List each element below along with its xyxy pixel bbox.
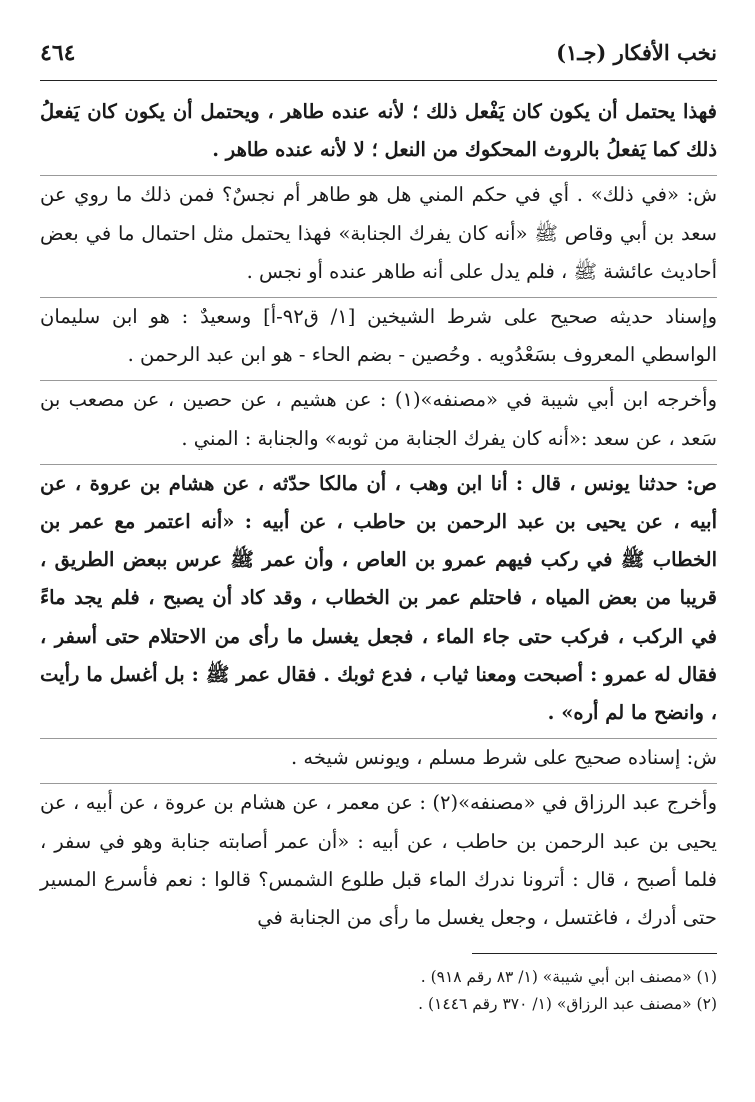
page-number: ٤٦٤ — [40, 40, 76, 66]
main-text — [40, 93, 717, 937]
footnote-rule — [472, 953, 717, 954]
paragraph: وأخرج عبد الرزاق في «مصنفه»(٢) : عن معمر ، عن هشام بن عروة ، عن أبيه ، عن يحيى بن عبد الرحمن بن حاطب ، عن أبيه : «أن عمر أصابته جنابة وهو في سفر ، فلما أصبح ، قال : أترونا ندرك الماء قبل طلوع الشمس؟ قالوا : نعم فأسرع المسير حتى أدرك ، فاغتسل ، وجعل يغسل ما رأى من الجنابة في — [40, 783, 717, 937]
paragraph: فهذا يحتمل أن يكون كان يَفْعل ذلك ؛ لأنه عنده طاهر ، ويحتمل أن يكون كان يَفعلُ ذلك كما يَفعلُ بالروث المحكوك من النعل ؛ لا لأنه عنده طاهر . — [40, 100, 717, 162]
paragraph: ص: حدثنا يونس ، قال : أنا ابن وهب ، أن مالكا حدّثه ، عن هشام بن عروة ، عن أبيه ، عن يحيى بن عبد الرحمن بن حاطب ، عن أبيه : «أنه اعتمر مع عمر بن الخطاب ﷺ في ركب فيهم عمرو بن العاص ، وأن عمر ﷺ عرس ببعض الطريق ، قريبا من بعض المياه ، فاحتلم عمر بن الخطاب ، وقد كاد أن يصبح ، فلم يجد ماءً في الركب ، فركب حتى جاء الماء ، فجعل يغسل ما رأى من الاحتلام حتى أسفر ، فقال له عمرو : أصبحت ومعنا ثياب ، فدع ثوبك . فقال عمر ﷺ : بل أغسل ما رأيت ، وانضح ما لم أره» . — [40, 464, 717, 732]
paragraph: وأخرجه ابن أبي شيبة في «مصنفه»(١) : عن هشيم ، عن حصين ، عن مصعب بن سَعد ، عن سعد :«أنه كان يفرك الجنابة من ثوبه» والجنابة : المني . — [40, 380, 717, 457]
paragraph: ش: «في ذلك» . أي في حكم المني هل هو طاهر أم نجسٌ؟ فمن ذلك ما روي عن سعد بن أبي وقاص ﷺ «أنه كان يفرك الجنابة» فهذا يحتمل مثل احتمال ما في بعض أحاديث عائشة ﷺ ، فلم يدل على أنه طاهر عنده أو نجس . — [40, 175, 717, 291]
book-title: نخب الأفكار (جـ١) — [556, 40, 717, 65]
paragraph: وإسناد حديثه صحيح على شرط الشيخين [١/ ق٩٢-أ] وسعيدٌ : هو ابن سليمان الواسطي المعروف بسَعْدُويه . وحُصين - بضم الحاء - هو ابن عبد الرحمن . — [40, 297, 717, 374]
header-rule — [40, 80, 717, 81]
footnote: (١) «مصنف ابن أبي شيبة» (١/ ٨٣ رقم ٩١٨) . — [420, 968, 717, 987]
running-header — [40, 40, 717, 74]
paragraph: ش: إسناده صحيح على شرط مسلم ، ويونس شيخه . — [40, 738, 717, 777]
book-page — [40, 40, 717, 1102]
footnotes — [40, 964, 717, 1018]
footnote: (٢) «مصنف عبد الرزاق» (١/ ٣٧٠ رقم ١٤٤٦) . — [418, 995, 717, 1014]
